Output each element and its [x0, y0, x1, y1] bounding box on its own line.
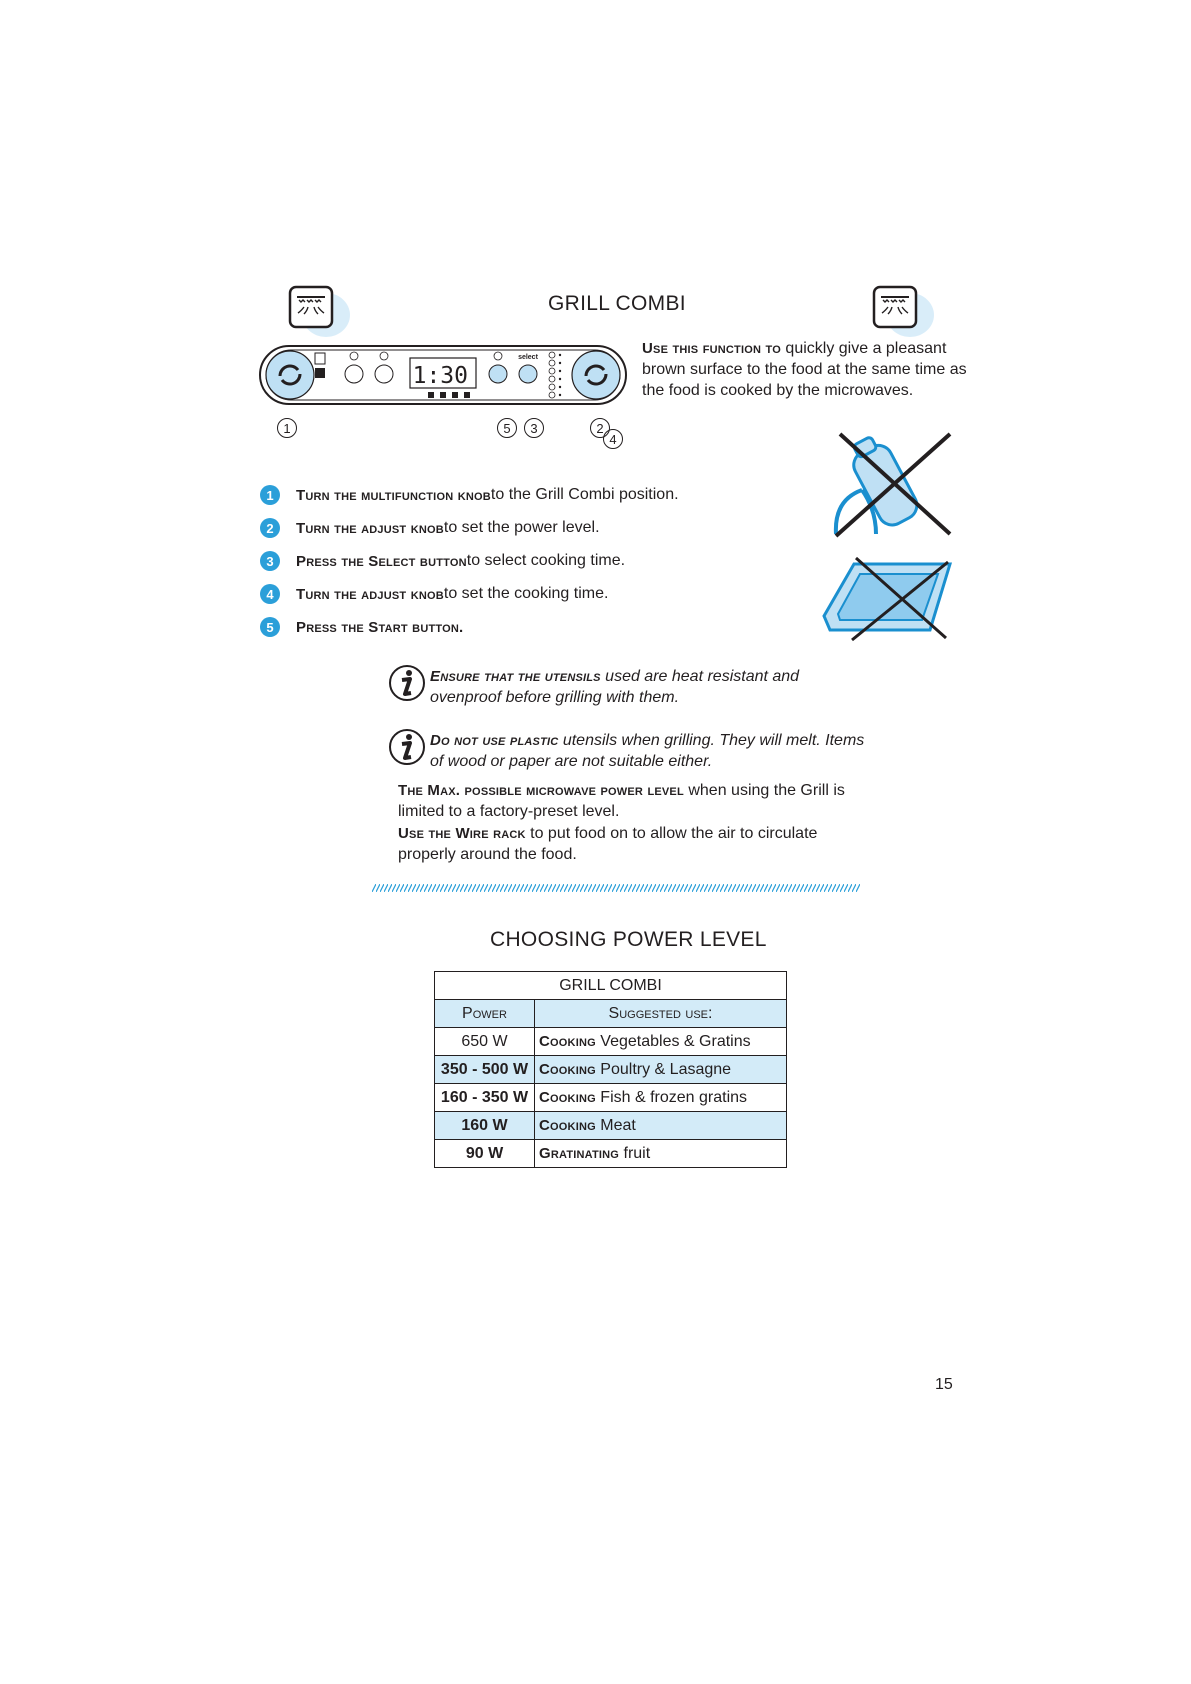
table-header-row — [435, 1000, 787, 1028]
intro-text: Use this function to quickly give a pleasant brown surface to the food at the same time as the food is cooked by the microwaves. — [642, 340, 967, 399]
power-cell: 90 W — [435, 1140, 535, 1168]
use-cell: Cooking Meat — [535, 1112, 787, 1140]
power-cell: 650 W — [435, 1028, 535, 1056]
section-divider — [372, 884, 860, 892]
use-cell: Gratinating fruit — [535, 1140, 787, 1168]
note-plastic: Do not use plastic utensils when grilling. They will melt. Items of wood or paper are not suitable either. — [388, 730, 868, 772]
col-power-header: Power — [435, 1000, 535, 1028]
step-3: 3 Press the Select button to select cooking time. — [260, 549, 625, 573]
callout-2: 2 — [590, 418, 610, 438]
step-5: 5 Press the Start button. — [260, 615, 463, 639]
no-tray-illustration — [820, 556, 956, 642]
select-button — [519, 365, 537, 383]
table-row — [435, 1112, 787, 1140]
use-cell: Cooking Vegetables & Gratins — [535, 1028, 787, 1056]
select-label: select — [518, 354, 538, 361]
callout-1: 1 — [277, 418, 297, 438]
section-title: GRILL COMBI — [548, 292, 686, 315]
power-cell: 160 W — [435, 1112, 535, 1140]
step-4: 4 Turn the adjust knob to set the cooking time. — [260, 582, 608, 606]
page-number: 15 — [935, 1376, 953, 1393]
table-row — [435, 1140, 787, 1168]
step-2: 2 Turn the adjust knob to set the power level. — [260, 516, 600, 540]
table-caption: GRILL COMBI — [435, 972, 787, 1000]
note-utensils: Ensure that the utensils used are heat resistant and ovenproof before grilling with them. — [388, 666, 868, 708]
power-cell: 160 - 350 W — [435, 1084, 535, 1112]
table-row — [435, 1084, 787, 1112]
panel-display: 1:30 — [412, 363, 468, 389]
grill-function-icon-left — [286, 283, 356, 341]
control-panel-illustration — [258, 344, 628, 406]
use-cell: Cooking Poultry & Lasagne — [535, 1056, 787, 1084]
paragraph-wire-rack: Use the Wire rack to put food on to allow the air to circulate properly around the food. — [398, 825, 818, 863]
table-caption-row — [435, 972, 787, 1000]
start-button — [489, 365, 507, 383]
no-bottle-illustration — [822, 430, 956, 540]
adjust-knob — [572, 351, 620, 399]
power-level-table — [434, 971, 787, 1168]
callout-5: 5 — [497, 418, 517, 438]
power-cell: 350 - 500 W — [435, 1056, 535, 1084]
table-row — [435, 1028, 787, 1056]
col-use-header: Suggested use: — [535, 1000, 787, 1028]
paragraph-max-power: The Max. possible microwave power level when using the Grill is limited to a factory-preset level. — [398, 782, 845, 820]
info-icon — [388, 728, 426, 766]
callout-3: 3 — [524, 418, 544, 438]
power-section-title: CHOOSING POWER LEVEL — [490, 928, 767, 951]
use-cell: Cooking Fish & frozen gratins — [535, 1084, 787, 1112]
grill-function-icon-right — [870, 283, 940, 341]
callout-4: 4 — [603, 429, 623, 449]
info-icon — [388, 664, 426, 702]
table-row — [435, 1056, 787, 1084]
step-1: 1 Turn the multifunction knob to the Grill Combi position. — [260, 483, 679, 507]
multifunction-knob — [266, 351, 314, 399]
